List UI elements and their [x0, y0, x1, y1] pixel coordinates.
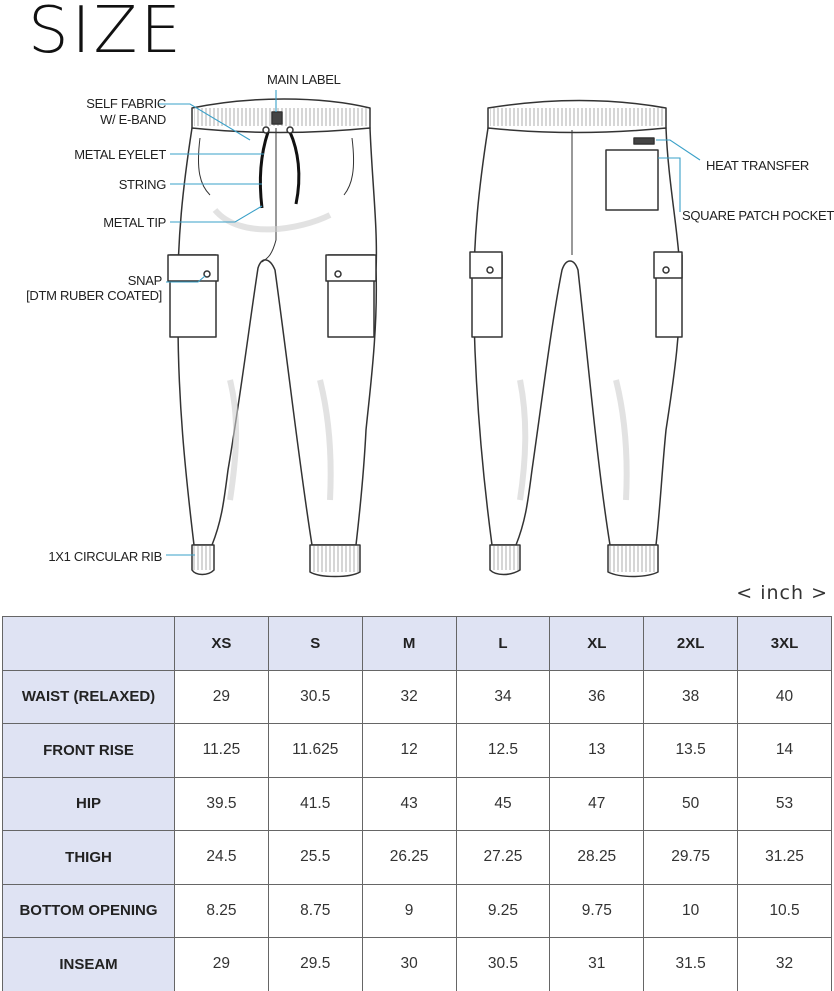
table-row: [3, 884, 832, 938]
table-cell: 53: [738, 777, 832, 831]
table-cell: 36: [550, 670, 644, 724]
column-header: XS: [175, 617, 269, 671]
callout-metal-eyelet: METAL EYELET: [74, 147, 166, 162]
table-cell: 31: [550, 938, 644, 991]
front-view-sketch: [168, 99, 376, 577]
callout-snap-line2: [DTM RUBER COATED]: [26, 288, 162, 303]
table-cell: 10.5: [738, 884, 832, 938]
size-table: [2, 616, 832, 991]
callout-metal-tip: METAL TIP: [103, 215, 166, 230]
callout-circular-rib: 1X1 CIRCULAR RIB: [48, 549, 162, 564]
table-cell: 40: [738, 670, 832, 724]
callout-string: STRING: [118, 177, 166, 192]
callout-main-label: MAIN LABEL: [267, 72, 341, 87]
table-cell: 31.25: [738, 831, 832, 885]
table-header-row: [3, 617, 832, 671]
table-row: [3, 777, 832, 831]
row-header: INSEAM: [3, 938, 175, 991]
table-cell: 9.25: [456, 884, 550, 938]
table-cell: 25.5: [268, 831, 362, 885]
table-cell: 29.5: [268, 938, 362, 991]
table-cell: 39.5: [175, 777, 269, 831]
table-cell: 32: [362, 670, 456, 724]
row-header: HIP: [3, 777, 175, 831]
table-cell: 13.5: [644, 724, 738, 778]
table-cell: 26.25: [362, 831, 456, 885]
column-header: 3XL: [738, 617, 832, 671]
table-cell: 11.625: [268, 724, 362, 778]
callout-square-patch-pocket: SQUARE PATCH POCKET: [682, 208, 834, 223]
table-row: [3, 670, 832, 724]
row-header: WAIST (RELAXED): [3, 670, 175, 724]
table-cell: 14: [738, 724, 832, 778]
page-title: SIZE: [28, 0, 184, 68]
table-cell: 30.5: [268, 670, 362, 724]
table-cell: 8.75: [268, 884, 362, 938]
table-cell: 30: [362, 938, 456, 991]
table-cell: 27.25: [456, 831, 550, 885]
table-row: [3, 831, 832, 885]
table-cell: 12.5: [456, 724, 550, 778]
table-cell: 45: [456, 777, 550, 831]
table-cell: 38: [644, 670, 738, 724]
table-cell: 32: [738, 938, 832, 991]
table-cell: 12: [362, 724, 456, 778]
column-header: L: [456, 617, 550, 671]
table-cell: 11.25: [175, 724, 269, 778]
table-cell: 50: [644, 777, 738, 831]
table-row: [3, 938, 832, 991]
unit-label: < inch >: [736, 582, 828, 604]
table-cell: 29: [175, 938, 269, 991]
table-row: [3, 724, 832, 778]
row-header: THIGH: [3, 831, 175, 885]
table-cell: 43: [362, 777, 456, 831]
callout-self-fabric-line1: SELF FABRIC: [86, 96, 166, 111]
column-header: S: [268, 617, 362, 671]
table-corner-cell: [3, 617, 175, 671]
table-cell: 8.25: [175, 884, 269, 938]
column-header: M: [362, 617, 456, 671]
table-cell: 41.5: [268, 777, 362, 831]
column-header: 2XL: [644, 617, 738, 671]
callout-snap-line1: SNAP: [127, 273, 162, 288]
table-cell: 47: [550, 777, 644, 831]
row-header: BOTTOM OPENING: [3, 884, 175, 938]
table-cell: 30.5: [456, 938, 550, 991]
back-view-sketch: [470, 101, 682, 577]
table-cell: 10: [644, 884, 738, 938]
table-cell: 28.25: [550, 831, 644, 885]
table-cell: 24.5: [175, 831, 269, 885]
table-cell: 13: [550, 724, 644, 778]
table-cell: 29.75: [644, 831, 738, 885]
table-cell: 31.5: [644, 938, 738, 991]
table-cell: 29: [175, 670, 269, 724]
callout-heat-transfer: HEAT TRANSFER: [706, 158, 810, 173]
column-header: XL: [550, 617, 644, 671]
table-cell: 34: [456, 670, 550, 724]
table-cell: 9.75: [550, 884, 644, 938]
table-cell: 9: [362, 884, 456, 938]
callout-self-fabric-line2: W/ E-BAND: [100, 112, 166, 127]
row-header: FRONT RISE: [3, 724, 175, 778]
